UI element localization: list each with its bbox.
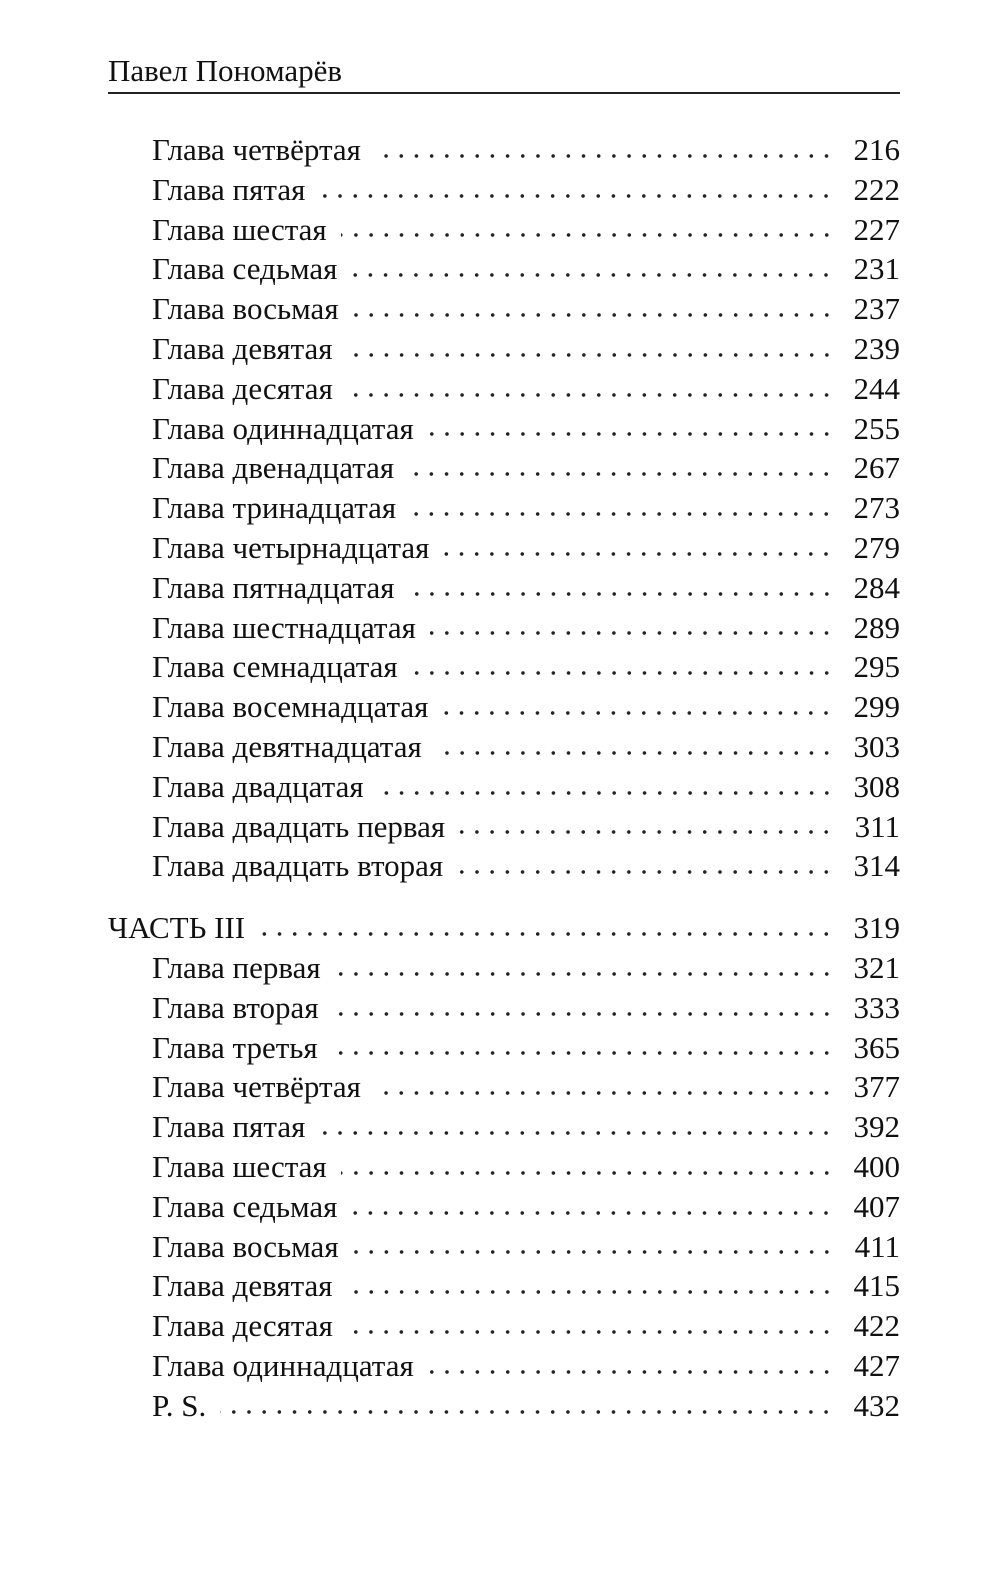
toc-entry-title: Глава девятая <box>152 1268 333 1304</box>
toc-part-title: ЧАСТЬ III <box>108 910 246 946</box>
table-of-contents <box>108 130 900 1426</box>
toc-entry-page: 314 <box>853 848 900 884</box>
toc-entry[interactable] <box>108 1187 900 1227</box>
toc-entry-page: 237 <box>853 291 900 327</box>
toc-entry-title: Глава тринадцатая <box>152 490 397 526</box>
toc-entry-title: Глава восьмая <box>152 291 339 327</box>
toc-entry[interactable] <box>108 1346 900 1386</box>
dot-leader <box>353 313 834 317</box>
toc-entry-title: Глава семнадцатая <box>152 649 398 685</box>
toc-entry[interactable] <box>108 1028 900 1068</box>
toc-entry-page: 333 <box>853 989 900 1025</box>
toc-part-heading[interactable] <box>108 908 900 948</box>
toc-entry-title: Глава восьмая <box>152 1228 339 1264</box>
dot-leader <box>375 154 834 158</box>
dot-leader <box>351 1211 834 1215</box>
toc-entry-title: Глава четвёртая <box>152 1069 361 1105</box>
toc-entry[interactable] <box>108 647 900 687</box>
toc-entry-page: 267 <box>853 450 900 486</box>
dot-leader <box>319 1131 834 1135</box>
toc-entry[interactable] <box>108 727 900 767</box>
toc-entry-title: Глава седьмая <box>152 1188 338 1224</box>
toc-entry-page: 411 <box>854 1228 900 1264</box>
author-name: Павел Пономарёв <box>108 53 343 88</box>
toc-entry[interactable] <box>108 130 900 170</box>
toc-entry-title: Глава первая <box>152 949 321 985</box>
dot-leader <box>259 932 834 936</box>
dot-leader <box>378 791 834 795</box>
toc-entry-title: Глава шестнадцатая <box>152 609 416 645</box>
toc-entry-title: Глава четвёртая <box>152 132 361 167</box>
toc-entry-title: Глава двадцать первая <box>152 808 446 844</box>
toc-entry[interactable] <box>108 568 900 608</box>
dot-leader <box>347 1330 834 1334</box>
toc-entry[interactable] <box>108 608 900 648</box>
toc-entry-title: Глава пятая <box>152 1109 306 1145</box>
toc-entry-title: Глава четырнадцатая <box>152 529 430 565</box>
toc-entry-page: 303 <box>853 728 900 764</box>
toc-entry-title: Глава пятнадцатая <box>152 569 395 605</box>
toc-entry-page: 422 <box>853 1308 900 1344</box>
toc-entry[interactable] <box>108 1147 900 1187</box>
toc-entry-title: Глава седьмая <box>152 251 338 287</box>
toc-entry-page: 392 <box>853 1109 900 1145</box>
toc-entry[interactable] <box>108 249 900 289</box>
toc-entry[interactable] <box>108 329 900 369</box>
toc-entry[interactable] <box>108 1067 900 1107</box>
toc-entry-title: Глава десятая <box>152 1308 333 1344</box>
toc-entry-page: 377 <box>853 1069 900 1105</box>
toc-entry[interactable] <box>108 488 900 528</box>
toc-entry-title: Глава вторая <box>152 989 319 1025</box>
toc-entry[interactable] <box>108 807 900 847</box>
toc-part-page: 319 <box>853 910 900 946</box>
dot-leader <box>459 830 834 834</box>
toc-entry-page: 365 <box>853 1029 900 1065</box>
dot-leader <box>220 1410 834 1414</box>
toc-entry-page: 279 <box>853 529 900 565</box>
toc-entry-page: 222 <box>853 171 900 207</box>
toc-entry-page: 284 <box>853 569 900 605</box>
dot-leader <box>436 751 834 755</box>
toc-entry[interactable] <box>108 409 900 449</box>
dot-leader <box>442 711 834 715</box>
dot-leader <box>353 1250 834 1254</box>
dot-leader <box>347 393 834 397</box>
toc-entry[interactable] <box>108 846 900 886</box>
toc-entry-title: Глава одиннадцатая <box>152 1347 414 1383</box>
toc-entry[interactable] <box>108 1227 900 1267</box>
toc-entry-title: Глава третья <box>152 1029 318 1065</box>
toc-entry-page: 427 <box>853 1347 900 1383</box>
section-spacer <box>108 886 900 908</box>
toc-entry-page: 239 <box>853 330 900 366</box>
toc-entry-title: Глава двадцать вторая <box>152 848 444 884</box>
toc-entry-page: 216 <box>853 132 900 167</box>
running-head <box>108 52 900 94</box>
dot-leader <box>410 512 834 516</box>
toc-entry-page: 295 <box>853 649 900 685</box>
toc-entry-title: Глава восемнадцатая <box>152 689 429 725</box>
toc-entry[interactable] <box>108 988 900 1028</box>
toc-entry-page: 308 <box>853 768 900 804</box>
toc-entry[interactable] <box>108 767 900 807</box>
toc-entry-title: Глава двенадцатая <box>152 450 395 486</box>
toc-entry-page: 311 <box>854 808 900 844</box>
toc-entry-title: Глава девятнадцатая <box>152 728 422 764</box>
toc-entry-page: 415 <box>853 1268 900 1304</box>
toc-entry[interactable] <box>108 210 900 250</box>
dot-leader <box>341 233 834 237</box>
dot-leader <box>428 432 834 436</box>
toc-entry-title: Глава девятая <box>152 330 333 366</box>
toc-entry-title: Глава одиннадцатая <box>152 410 414 446</box>
toc-entry-title: Глава двадцатая <box>152 768 364 804</box>
toc-entry-page: 273 <box>853 490 900 526</box>
dot-leader <box>430 631 834 635</box>
dot-leader <box>335 972 834 976</box>
toc-entry-page: 299 <box>853 689 900 725</box>
toc-entry-page: 400 <box>853 1148 900 1184</box>
toc-entry-title: Глава шестая <box>152 211 327 247</box>
dot-leader <box>412 671 834 675</box>
dot-leader <box>428 1370 834 1374</box>
toc-entry-page: 227 <box>853 211 900 247</box>
toc-entry[interactable] <box>108 1266 900 1306</box>
toc-entry[interactable] <box>108 528 900 568</box>
toc-entry-title: Глава шестая <box>152 1148 327 1184</box>
dot-leader <box>375 1091 834 1095</box>
toc-entry[interactable] <box>108 170 900 210</box>
toc-entry[interactable] <box>108 448 900 488</box>
toc-entry-title: Глава пятая <box>152 171 306 207</box>
toc-entry-page: 407 <box>853 1188 900 1224</box>
toc-entry[interactable] <box>108 1107 900 1147</box>
toc-entry[interactable] <box>108 687 900 727</box>
dot-leader <box>332 1051 834 1055</box>
toc-entry[interactable] <box>108 1386 900 1426</box>
toc-entry-title: P. S. <box>152 1387 207 1423</box>
dot-leader <box>409 592 834 596</box>
toc-entry-title: Глава десятая <box>152 370 333 406</box>
toc-entry[interactable] <box>108 369 900 409</box>
dot-leader <box>408 472 834 476</box>
toc-entry-page: 231 <box>853 251 900 287</box>
toc-entry[interactable] <box>108 948 900 988</box>
dot-leader <box>351 273 834 277</box>
dot-leader <box>443 552 834 556</box>
toc-entry[interactable] <box>108 289 900 329</box>
toc-entry-page: 321 <box>853 949 900 985</box>
toc-entry-page: 432 <box>853 1387 900 1423</box>
dot-leader <box>319 194 834 198</box>
toc-entry-page: 255 <box>853 410 900 446</box>
dot-leader <box>333 1012 834 1016</box>
dot-leader <box>341 1171 834 1175</box>
toc-entry-page: 244 <box>853 370 900 406</box>
dot-leader <box>347 1290 834 1294</box>
toc-entry-page: 289 <box>853 609 900 645</box>
toc-entry[interactable] <box>108 1306 900 1346</box>
dot-leader <box>457 870 834 874</box>
dot-leader <box>347 353 834 357</box>
